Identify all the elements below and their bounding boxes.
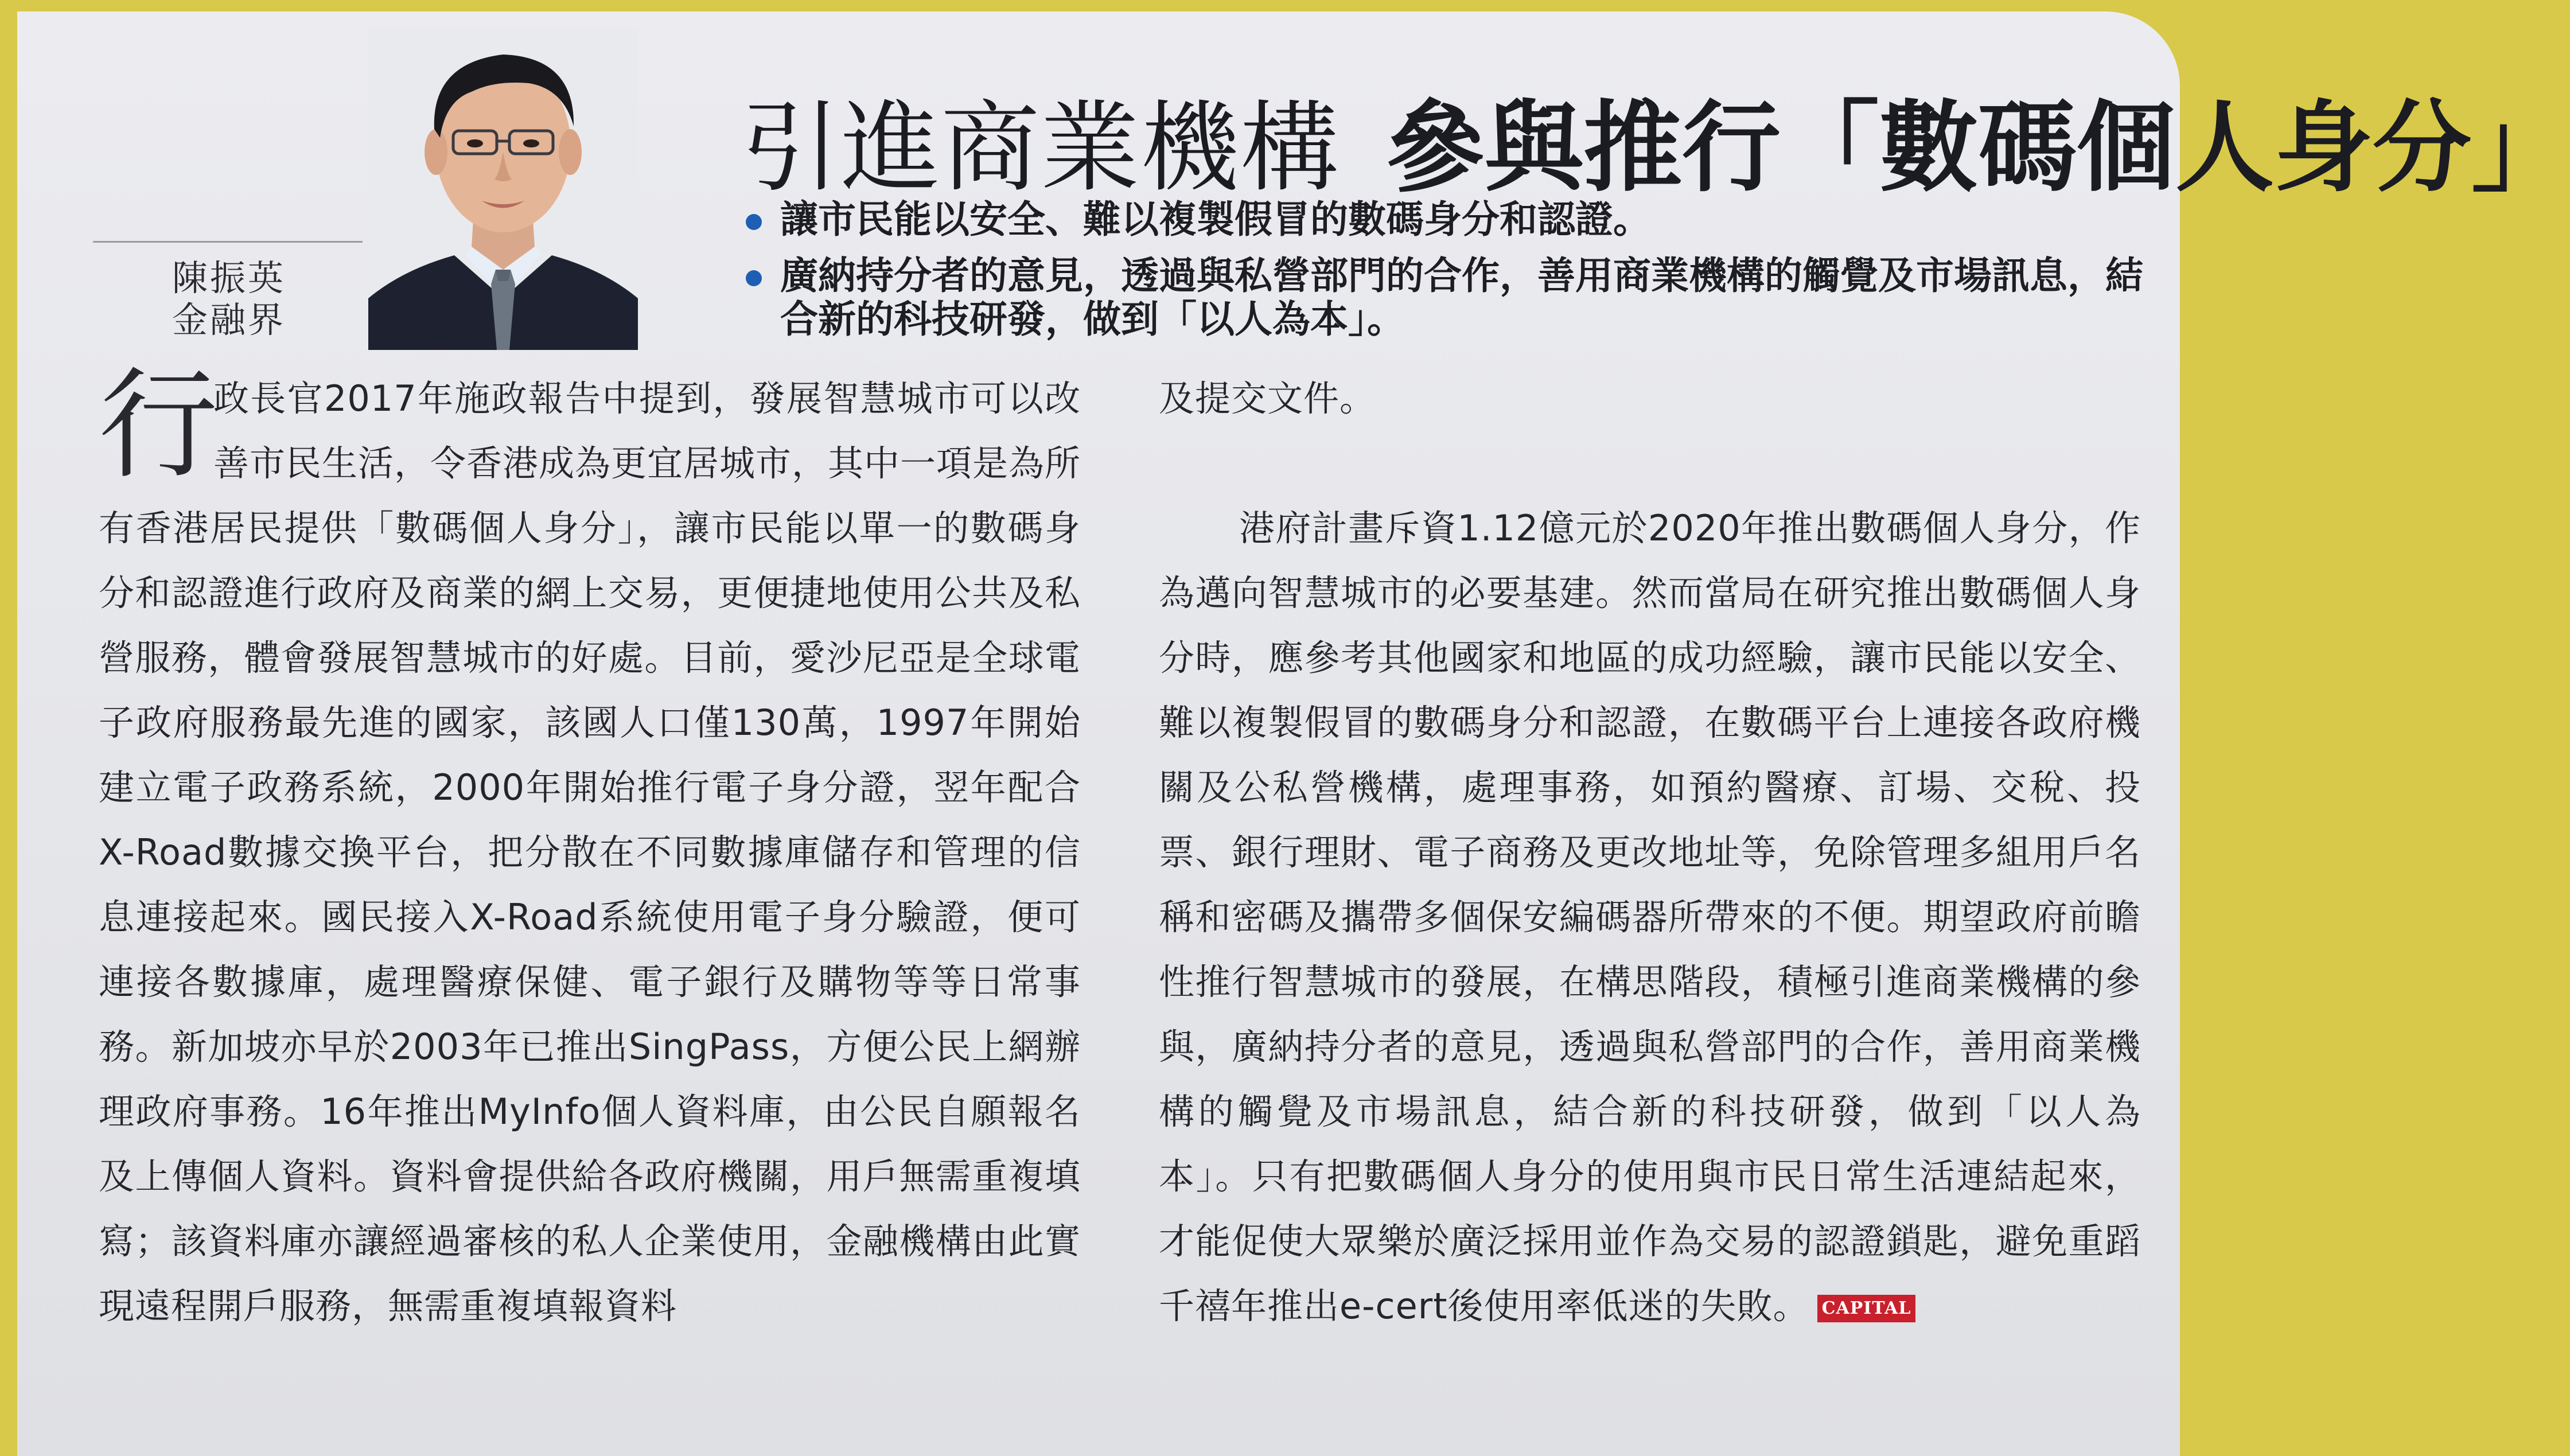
author-divider: [93, 241, 363, 243]
bullet-text: 讓市民能以安全、難以複製假冒的數碼身分和認證。: [780, 197, 1651, 242]
capital-logo-icon: CAPITAL: [1817, 1295, 1916, 1322]
article-paragraph-2-text: 港府計畫斥資1.12億元於2020年推出數碼個人身分，作為邁向智慧城市的必要基建。然而當局在研究推出數碼個人身分時，應參考其他國家和地區的成功經驗，讓市民能以安全、難以複製假冒的數碼身分和認證，在數碼平台上連接各政府機關及公私營機構，處理事務，如預約醫療、訂場、交稅、投票、銀行理財、電子商務及更改地址等，免除管理多組用戶名稱和密碼及攜帶多個保安編碼器所帶來的不便。期望政府前瞻性推行智慧城市的發展，在構思階段，積極引進商業機構的參與，廣納持分者的意見，透過與私營部門的合作，善用商業機構的觸覺及市場訊息，結合新的科技研發，做到「以人為本」。只有把數碼個人身分的使用與市民日常生活連結起來，才能促使大眾樂於廣泛採用並作為交易的認證鎖匙，避免重蹈千禧年推出e-cert後使用率低迷的失敗。: [1159, 507, 2141, 1327]
bullet-dot-icon: [746, 270, 762, 286]
author-portrait: [368, 29, 638, 350]
bullet-dot-icon: [746, 214, 762, 230]
summary-bullet: [746, 198, 2151, 242]
author-name: 陳振英: [172, 257, 286, 299]
summary-bullet: [746, 254, 2151, 341]
article-column-right: [1159, 366, 2141, 1338]
summary-bullets: [746, 198, 2151, 354]
article-paragraph-1-end: 及提交文件。: [1159, 377, 1376, 419]
drop-cap: 行: [99, 356, 219, 495]
headline-part1: 引進商業機構: [741, 90, 1340, 205]
article-paragraph-2: [1159, 496, 2141, 1338]
author-title: 金融界: [172, 299, 286, 341]
headline: [741, 69, 2570, 205]
article-column-left: [99, 356, 1081, 1338]
magazine-page: [17, 11, 2570, 1456]
headline-part2: 參與推行「數碼個人身分」: [1386, 90, 2570, 205]
article-paragraph-1: 政長官2017年施政報告中提到，發展智慧城市可以改善市民生活，令香港成為更宜居城市，其中一項是為所有香港居民提供「數碼個人身分」，讓市民能以單一的數碼身分和認證進行政府及商業的網上交易，更便捷地使用公共及私營服務，體會發展智慧城市的好處。目前，愛沙尼亞是全球電子政府服務最先進的國家，該國人口僅130萬，1997年開始建立電子政務系統，2000年開始推行電子身分證，翌年配合X-Road數據交換平台，把分散在不同數據庫儲存和管理的信息連接起來。國民接入X-Road系統使用電子身分驗證，便可連接各數據庫，處理醫療保健、電子銀行及購物等等日常事務。新加坡亦早於2003年已推出SingPass，方便公民上網辦理政府事務。16年推出MyInfo個人資料庫，由公民自願報名及上傳個人資料。資料會提供給各政府機關，用戶無需重複填寫；該資料庫亦讓經過審核的私人企業使用，金融機構由此實現遠程開戶服務，無需重複填報資料: [99, 377, 1081, 1327]
bullet-text: 廣納持分者的意見，透過與私營部門的合作，善用商業機構的觸覺及市場訊息，結合新的科技研發，做到「以人為本」。: [780, 254, 2143, 341]
